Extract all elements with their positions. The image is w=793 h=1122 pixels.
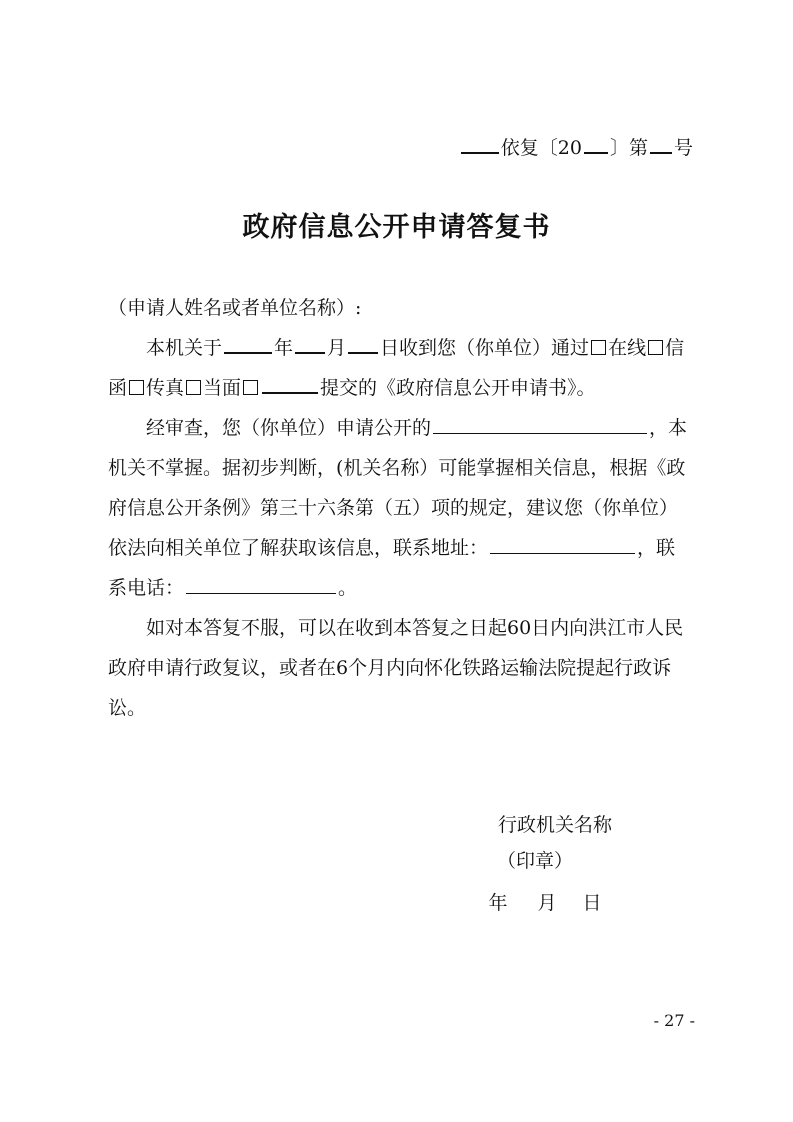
doc-number-suffix: 号 (673, 137, 693, 159)
paragraph-appeal: 如对本答复不服，可以在收到本答复之日起60日内向洪江市人民政府申请行政复议，或者在6个月内向怀化铁路运输法院提起行政诉讼。 (108, 617, 684, 719)
signature-seal: （印章） (496, 850, 573, 872)
checkbox-letter[interactable] (648, 340, 663, 355)
option-letter-label: 信函 (108, 337, 685, 399)
receipt-day-blank[interactable] (348, 332, 378, 354)
signature-org-name: 行政机关名称 (497, 814, 612, 836)
option-online-label: 在线 (608, 337, 647, 359)
contact-address-blank[interactable] (490, 533, 635, 554)
doc-number-mid: 〕第 (609, 137, 648, 159)
receipt-year-blank[interactable] (224, 332, 272, 354)
review-text-4: 。 (338, 577, 358, 599)
signature-date (470, 890, 620, 916)
signature-day: 日 (582, 892, 602, 914)
paragraph-review (108, 408, 693, 608)
doc-number-blank-seq[interactable] (650, 132, 672, 154)
salutation: （申请人姓名或者单位名称）: (108, 297, 362, 319)
checkbox-fax[interactable] (129, 380, 144, 395)
other-method-blank[interactable] (262, 372, 318, 394)
doc-number-prefix: 依复〔20 (500, 137, 582, 159)
receipt-text-1: 本机关于 (146, 337, 223, 359)
option-in-person-label: 当面 (203, 377, 242, 399)
receipt-text-month: 月 (327, 337, 347, 359)
page-number: - 27 - (653, 1011, 695, 1030)
receipt-text-2: 日收到您（你单位）通过 (380, 337, 590, 359)
receipt-text-3: 提交的《政府信息公开申请书》。 (320, 377, 596, 399)
checkbox-other[interactable] (243, 380, 258, 395)
doc-number-blank-org[interactable] (461, 132, 499, 154)
paragraph-receipt (108, 328, 693, 408)
signature-year: 年 (488, 892, 508, 914)
doc-number-blank-year[interactable] (584, 132, 608, 154)
document-body (108, 288, 693, 728)
receipt-text-year: 年 (274, 337, 294, 359)
signature-month: 月 (537, 892, 557, 914)
review-text-1: 经审查，您（你单位）申请公开的 (146, 417, 432, 439)
receipt-month-blank[interactable] (295, 332, 325, 354)
requested-info-blank[interactable] (433, 413, 647, 434)
review-text-2: ，本机关不掌握。据初步判断，(机关名称）可能掌握相关信息，根据《政府信息公开条例》第三十六条第（五）项的规定，建议您（你单位）依法向相关单位了解获取该信息，联系地址： (108, 417, 688, 559)
checkbox-online[interactable] (591, 340, 606, 355)
document-number (459, 132, 693, 161)
contact-phone-blank[interactable] (186, 573, 336, 594)
checkbox-in-person[interactable] (186, 380, 201, 395)
page-title: 政府信息公开申请答复书 (242, 212, 551, 243)
option-fax-label: 传真 (146, 377, 185, 399)
review-text-3: ，联系电话： (108, 537, 676, 599)
